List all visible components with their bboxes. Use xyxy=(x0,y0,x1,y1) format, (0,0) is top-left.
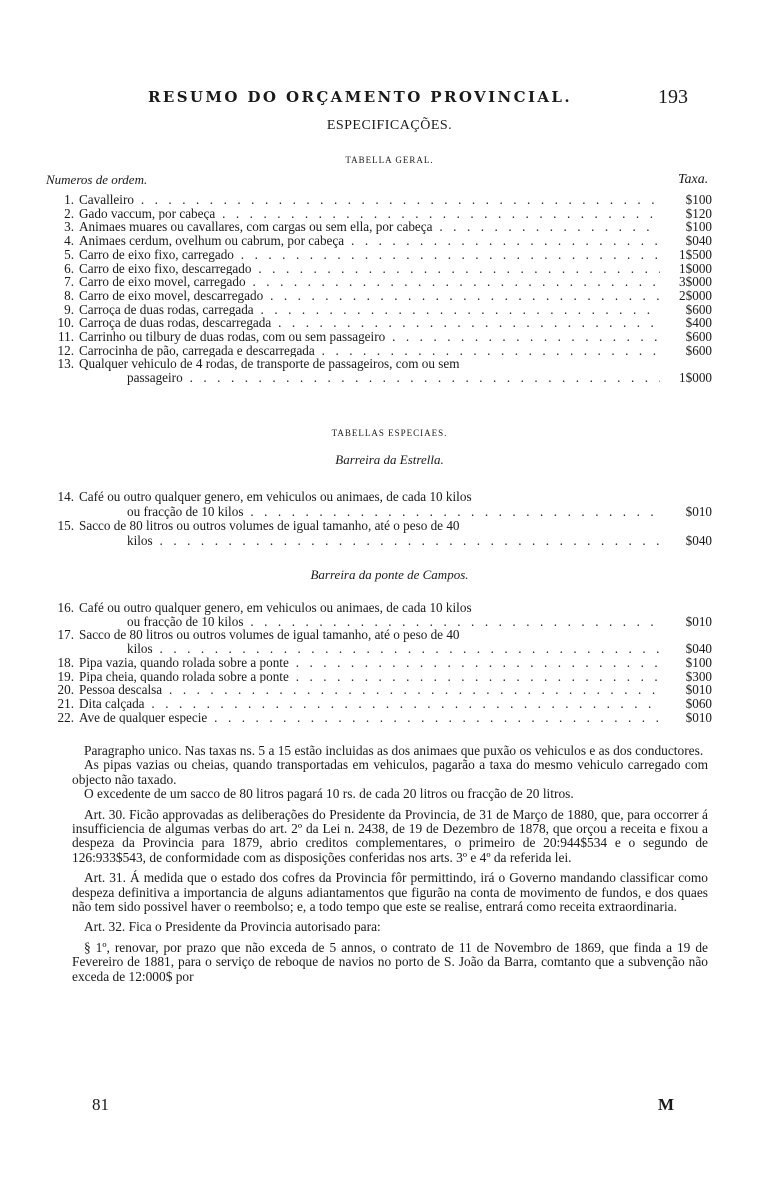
signature-number: 81 xyxy=(92,1095,109,1114)
table-row-continuation: passageiro . . . 1$000 xyxy=(52,371,712,385)
tax-value: $600 xyxy=(685,342,712,358)
table-row: 1. Cavalleiro . . . $100 xyxy=(52,193,712,207)
table-row: 14. Café ou outro qualquer genero, em vehiculos ou animaes, de cada 10 kilos xyxy=(57,489,472,504)
table-row: 3. Animaes muares ou cavallares, com cargas ou sem ella, por cabeça . . . $100 xyxy=(52,220,712,234)
article-31: Art. 31. Á medida que o estado dos cofres da Provincia fôr permittindo, irá o Governo mandando classificar como despeza definitiva a importancia de alguns adiantamentos que figurão na conta de movimento de fundos, e dos quaes não tem sido possivel haver o reembolso; e, a todo tempo que este se realise, entrará como receita extraordinaria. xyxy=(72,870,708,915)
article-32-paragraph-1: § 1º, renovar, por prazo que não exceda de 5 annos, o contrato de 11 de Novembro de 1869, que finda a 19 de Fevereiro de 1881, para o serviço de reboque de navios no porto de S. João da Barra, comtanto que a subvenção não exceda de 12:000$ por xyxy=(72,939,708,984)
table-row: 8. Carro de eixo movel, descarregado . . . 2$000 xyxy=(52,289,712,303)
table-row: 9. Carroça de duas rodas, carregada . . . $600 xyxy=(52,303,712,317)
tax-value: $010 xyxy=(685,682,712,698)
tax-value: $040 xyxy=(685,233,712,249)
subsection-title-estrella: Barreira da Estrella. xyxy=(335,452,444,467)
tax-value: $120 xyxy=(685,205,712,221)
table-row: 6. Carro de eixo fixo, descarregado . . . 1$000 xyxy=(52,262,712,276)
page-number: 193 xyxy=(658,86,688,108)
table-row: 5. Carro de eixo fixo, carregado . . . 1$500 xyxy=(52,248,712,262)
table-row-continuation: ou fracção de 10 kilos . . . $010 xyxy=(52,505,712,520)
tax-value: 1$000 xyxy=(679,370,712,386)
paragraph-excedente: O excedente de um sacco de 80 litros pagará 10 rs. de cada 20 litros ou fracção de 20 litros. xyxy=(84,786,574,802)
tax-value: $010 xyxy=(685,709,712,725)
tax-value: $600 xyxy=(685,301,712,317)
table-row: 19. Pipa cheia, quando rolada sobre a ponte . . . $300 xyxy=(52,670,712,684)
table-row-continuation: kilos . . . $040 xyxy=(52,642,712,656)
table-row: 21. Dita calçada . . . $060 xyxy=(52,697,712,711)
column-header-tax: Taxa. xyxy=(678,172,709,187)
article-32: Art. 32. Fica o Presidente da Provincia autorisado para: xyxy=(84,919,381,935)
table-row: 20. Pessoa descalsa . . . $010 xyxy=(52,683,712,697)
paragraph-pipas: As pipas vazias ou cheias, quando transportadas em vehiculos, pagarão a taxa do mesmo vehiculo carregado com objecto não taxado. xyxy=(72,757,708,787)
tax-value: $600 xyxy=(685,329,712,345)
column-header-number: Numeros de ordem. xyxy=(46,172,148,187)
table-row: 11. Carrinho ou tilbury de duas rodas, com ou sem passageiro . . . $600 xyxy=(52,330,712,344)
table-row: 22. Ave de qualquer especie . . . $010 xyxy=(52,711,712,725)
table-row: 10. Carroça de duas rodas, descarregada . . . $400 xyxy=(52,316,712,330)
table-title: TABELLA GERAL. xyxy=(345,155,434,165)
tax-value: $400 xyxy=(685,315,712,331)
tax-value: $300 xyxy=(685,668,712,684)
tax-value: 1$500 xyxy=(679,246,712,262)
tax-value: $100 xyxy=(685,192,712,207)
tabella-geral-table xyxy=(52,193,712,385)
table-row-continuation: ou fracção de 10 kilos . . . $010 xyxy=(52,615,712,629)
tax-value: $010 xyxy=(685,613,712,629)
article-30: Art. 30. Ficão approvadas as deliberações do Presidente da Provincia, de 31 de Março de 1880, que, para occorrer á insufficiencia de algumas verbas do art. 2º da Lei n. 2438, de 19 de Dezembro de 1878, que orçou a receita e fixou a despeza da Provincia para 1879, abrio creditos complementares, o primeiro de 20:944$534 e o segundo de 126:933$543, de conformidade com as disposições conferidas nos arts. 3º e 4º da referida lei. xyxy=(72,806,708,865)
table-row: 7. Carro de eixo movel, carregado . . . 3$000 xyxy=(52,275,712,289)
table-row: 16. Café ou outro qualquer genero, em vehiculos ou animaes, de cada 10 kilos xyxy=(57,600,472,615)
running-title: RESUMO DO ORÇAMENTO PROVINCIAL. xyxy=(148,88,572,106)
table-row: 4. Animaes cerdum, ovelhum ou cabrum, por cabeça . . . $040 xyxy=(52,234,712,248)
table-row: 18. Pipa vazia, quando rolada sobre a ponte . . . $100 xyxy=(52,656,712,670)
tax-value: $100 xyxy=(685,219,712,235)
tax-value: 2$000 xyxy=(679,287,712,303)
section-title-especiaes: TABELLAS ESPECIAES. xyxy=(331,428,448,438)
tax-value: 1$000 xyxy=(679,260,712,276)
table-row: 12. Carrocinha de pão, carregada e descarregada . . . $600 xyxy=(52,344,712,358)
paragraph-unico: Paragrapho unico. Nas taxas ns. 5 a 15 estão incluidas as dos animaes que puxão os vehiculos e as dos conductores. xyxy=(84,743,704,758)
signature-letter: M xyxy=(658,1095,675,1114)
tax-value: 3$000 xyxy=(679,274,712,290)
estrella-table xyxy=(52,490,712,548)
subsection-title-campos: Barreira da ponte de Campos. xyxy=(310,567,469,582)
tax-value: $100 xyxy=(685,654,712,670)
section-title: ESPECIFICAÇÕES. xyxy=(326,118,453,133)
tax-value: $040 xyxy=(685,641,712,657)
table-row: 2. Gado vaccum, por cabeça . . . $120 xyxy=(52,207,712,221)
table-row-continuation: kilos . . . $040 xyxy=(52,534,712,549)
table-row: 17. Sacco de 80 litros ou outros volumes de igual tamanho, até o peso de 40 xyxy=(57,627,460,643)
table-row: 13. Qualquer vehiculo de 4 rodas, de transporte de passageiros, com ou sem xyxy=(57,356,460,372)
tax-value: $040 xyxy=(685,532,712,548)
tax-value: $060 xyxy=(685,695,712,711)
tax-value: $010 xyxy=(685,503,712,519)
campos-table xyxy=(52,601,712,724)
body-text xyxy=(72,744,708,984)
table-row: 15. Sacco de 80 litros ou outros volumes de igual tamanho, até o peso de 40 xyxy=(57,518,460,533)
